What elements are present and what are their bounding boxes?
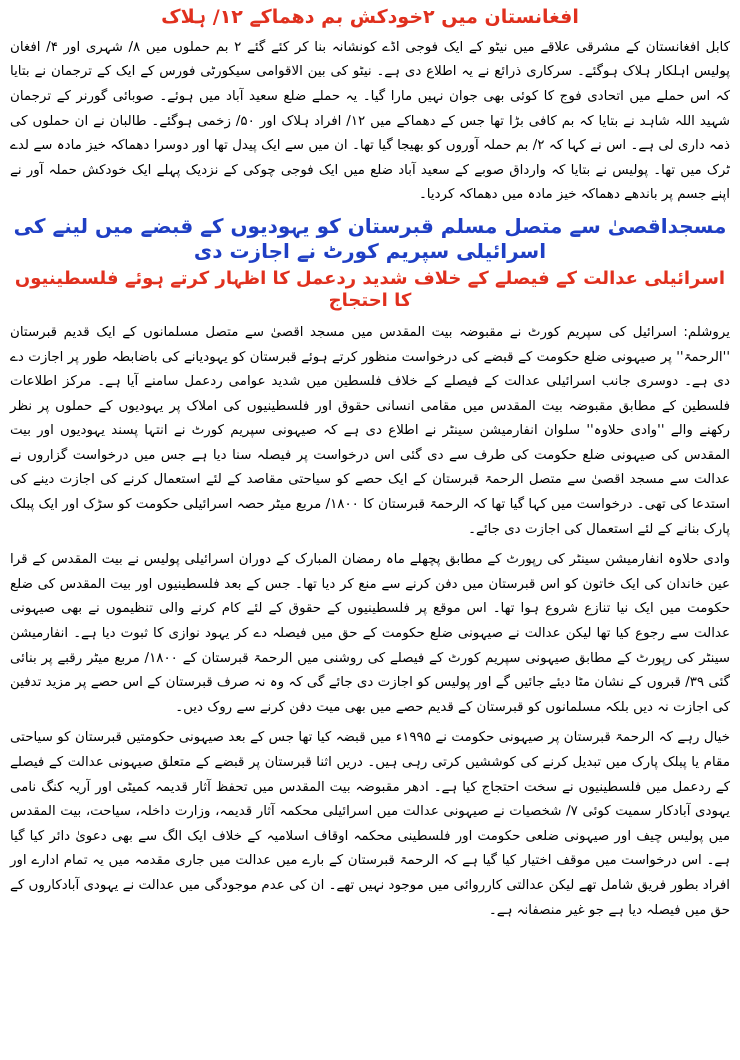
article2-subheadline: اسرائیلی عدالت کے فیصلے کے خلاف شدید ردعمل کا اظہار کرتے ہوئے فلسطینیوں کا احتجاج [14, 267, 726, 312]
article1-body: کابل افغانستان کے مشرقی علاقے میں نیٹو کے ایک فوجی اڈے کونشانہ بنا کر کئے گئے ۲ بم حملوں میں ۸/ شہری اور ۴/ افغان پولیس اہلکار ہلاک ہوگئے۔ سرکاری ذرائع نے یہ اطلاع دی ہے۔ نیٹو کی بین الاقوامی سیکورٹی فورس کے ایک کے ترجمان نے بتایا کہ اس حملے میں اتحادی فوج کا کوئی بھی جوان نہیں مارا گیا۔ یہ حملے ضلع سعید آباد میں ہوئے۔ صوبائی گورنر کے ترجمان شہید اللہ شاہد نے بتایا کہ بم کافی بڑا تھا جس کے دھماکے میں ۱۲/ افراد ہلاک اور ۵۰/ زخمی ہوگئے۔ طالبان نے ان حملوں کی ذمہ داری لی ہے۔ اس نے کہا کہ ۲/ بم حملہ آوروں کو بھیجا گیا تھا۔ ان میں سے ایک پیدل تھا اور دوسرا دھماکہ خیز مادہ سے لدے ٹرک میں تھا۔ پولیس نے بتایا کہ وارداق صوبے کے سعید آباد ضلع میں ایک فوجی چوکی کے نزدیک پہلے ایک خودکش حملہ آور نے اپنے جسم پر باندھے دھماکہ خیز مادہ میں دھماکہ کردیا۔ [10, 39, 731, 203]
article2-paragraph-1: یروشلم: اسرائیل کی سپریم کورٹ نے مقبوضہ بیت المقدس میں مسجد اقصیٰ سے متصل مسلمانوں کے ایک قدیم قبرستان ''الرحمۃ'' پر صیہونی ضلع حکومت کے قبضے کی درخواست منظور کرتے ہوئے قبرستان کو یہودیانے کی باضابطہ طور پر اجازت دے دی ہے۔ دوسری جانب اسرائیلی عدالت کے فیصلے کے خلاف فلسطین میں شدید عوامی ردعمل سامنے آیا ہے۔ مرکز اطلاعات فلسطین کے مطابق مقبوضہ بیت المقدس میں مقامی انسانی حقوق اور فلسطینیوں کی املاک پر یہودیوں کے حملوں پر نظر رکھنے والے ''وادی حلاوہ'' سلوان انفارمیشن سینٹر نے اطلاع دی ہے کہ صیہونی سپریم کورٹ نے انتہا پسند یہودیوں اور بیت المقدس کی صیہونی ضلع حکومت کی طرف سے دی گئی اس درخواست پر فیصلہ سنا دیا ہے جس میں درخواست گزاروں نے عدالت سے مسجد اقصیٰ سے متصل الرحمۃ قبرستان کے ایک حصے کو سیاحتی مقاصد کے لئے استعمال کرنے کی اجازت دینے کی استدعا کی تھی۔ درخواست میں کہا گیا تھا کہ الرحمۃ قبرستان کا ۱۸۰۰/ مربع میٹر حصہ اسرائیلی حکومت کو سڑک اور ایک پبلک پارک بنانے کے لئے استعمال کی اجازت دی جائے۔ [10, 324, 730, 537]
article2-headline: مسجداقصیٰ سے متصل مسلم قبرستان کو یہودیوں کے قبضے میں لینے کی اسرائیلی سپریم کورٹ نے اجازت دی [13, 213, 727, 263]
article2-paragraph-2: وادی حلاوہ انفارمیشن سینٹر کی رپورٹ کے مطابق پچھلے ماہ رمضان المبارک کے دوران اسرائیلی پولیس نے بیت المقدس کے قرا عین خاندان کی ایک خاتون کو اس قبرستان میں دفن کرنے سے منع کر دیا تھا۔ جس کے بعد فلسطینیوں اور بیت المقدس کی ضلع حکومت میں ایک نیا تنازع شروع ہوا تھا۔ اس موقع پر فلسطینیوں کے حقوق کے لئے کام کرنے والی تنظیموں نے بھی صیہونی عدالت سے رجوع کیا تھا لیکن عدالت نے صیہونی ضلع حکومت کے حق میں فیصلہ دے کر یہود نوازی کا ثبوت دیا ہے۔ انفارمیشن سینٹر کی رپورٹ کے مطابق صیہونی سپریم کورٹ کے فیصلے کی روشنی میں الرحمۃ قبرستان کے ۱۸۰۰/ مربع میٹر رقبے پر بنائی گئی ۳۹/ قبروں کے نشان مٹا دیئے جائیں گے اور پولیس کو اجازت دی جائے گی کہ وہ نہ صرف قبرستان کے اس حصے پر مزید تدفین کی اجازت نہ دیں بلکہ مسلمانوں کو قبرستان کے قدیم حصے میں بھی میت دفن کرنے سے روک دیں۔ [10, 552, 730, 715]
article2-paragraph-3: خیال رہے کہ الرحمۃ قبرستان پر صیہونی حکومت نے ۱۹۹۵ء میں قبضہ کیا تھا جس کے بعد صیہونی حکومتیں قبرستان کو سیاحتی مقام یا پبلک پارک میں تبدیل کرنے کی کوششیں کرتی رہی ہیں۔ دریں اثنا قبرستان پر قبضے کے متعلق صیہونی عدالت کے فیصلے کے ردعمل میں فلسطینیوں نے سخت احتجاج کیا ہے۔ ادھر مقبوضہ بیت المقدس میں تحفظ آثار قدیمہ کمیٹی اور آریہ کنگ نامی یہودی آبادکار سمیت کوئی ۷/ شخصیات نے صیہونی عدالت میں اسرائیلی محکمہ آثار قدیمہ، وزارت داخلہ، سیاحت، بیت المقدس میں پولیس چیف اور صیہونی ضلعی حکومت اور فلسطینی محکمہ اوقاف اسلامیہ کے خلاف ایک الگ سے بھی دعویٰ دائر کیا گیا ہے۔ اس درخواست میں موقف اختیار کیا گیا ہے کہ الرحمۃ قبرستان کے بارے میں عدالت میں جاری مقدمہ میں یہ تمام ادارے اور افراد بطور فریق شامل تھے لیکن عدالتی کارروائی میں موجود نہیں تھے۔ ان کی عدم موجودگی میں عدالت نے یہودی آبادکاروں کے حق میں فیصلہ دیا ہے جو غیر منصفانہ ہے۔ [10, 730, 730, 918]
article1-headline: افغانستان میں ۲خودکش بم دھماکے ۱۲/ ہلاک [161, 6, 579, 28]
